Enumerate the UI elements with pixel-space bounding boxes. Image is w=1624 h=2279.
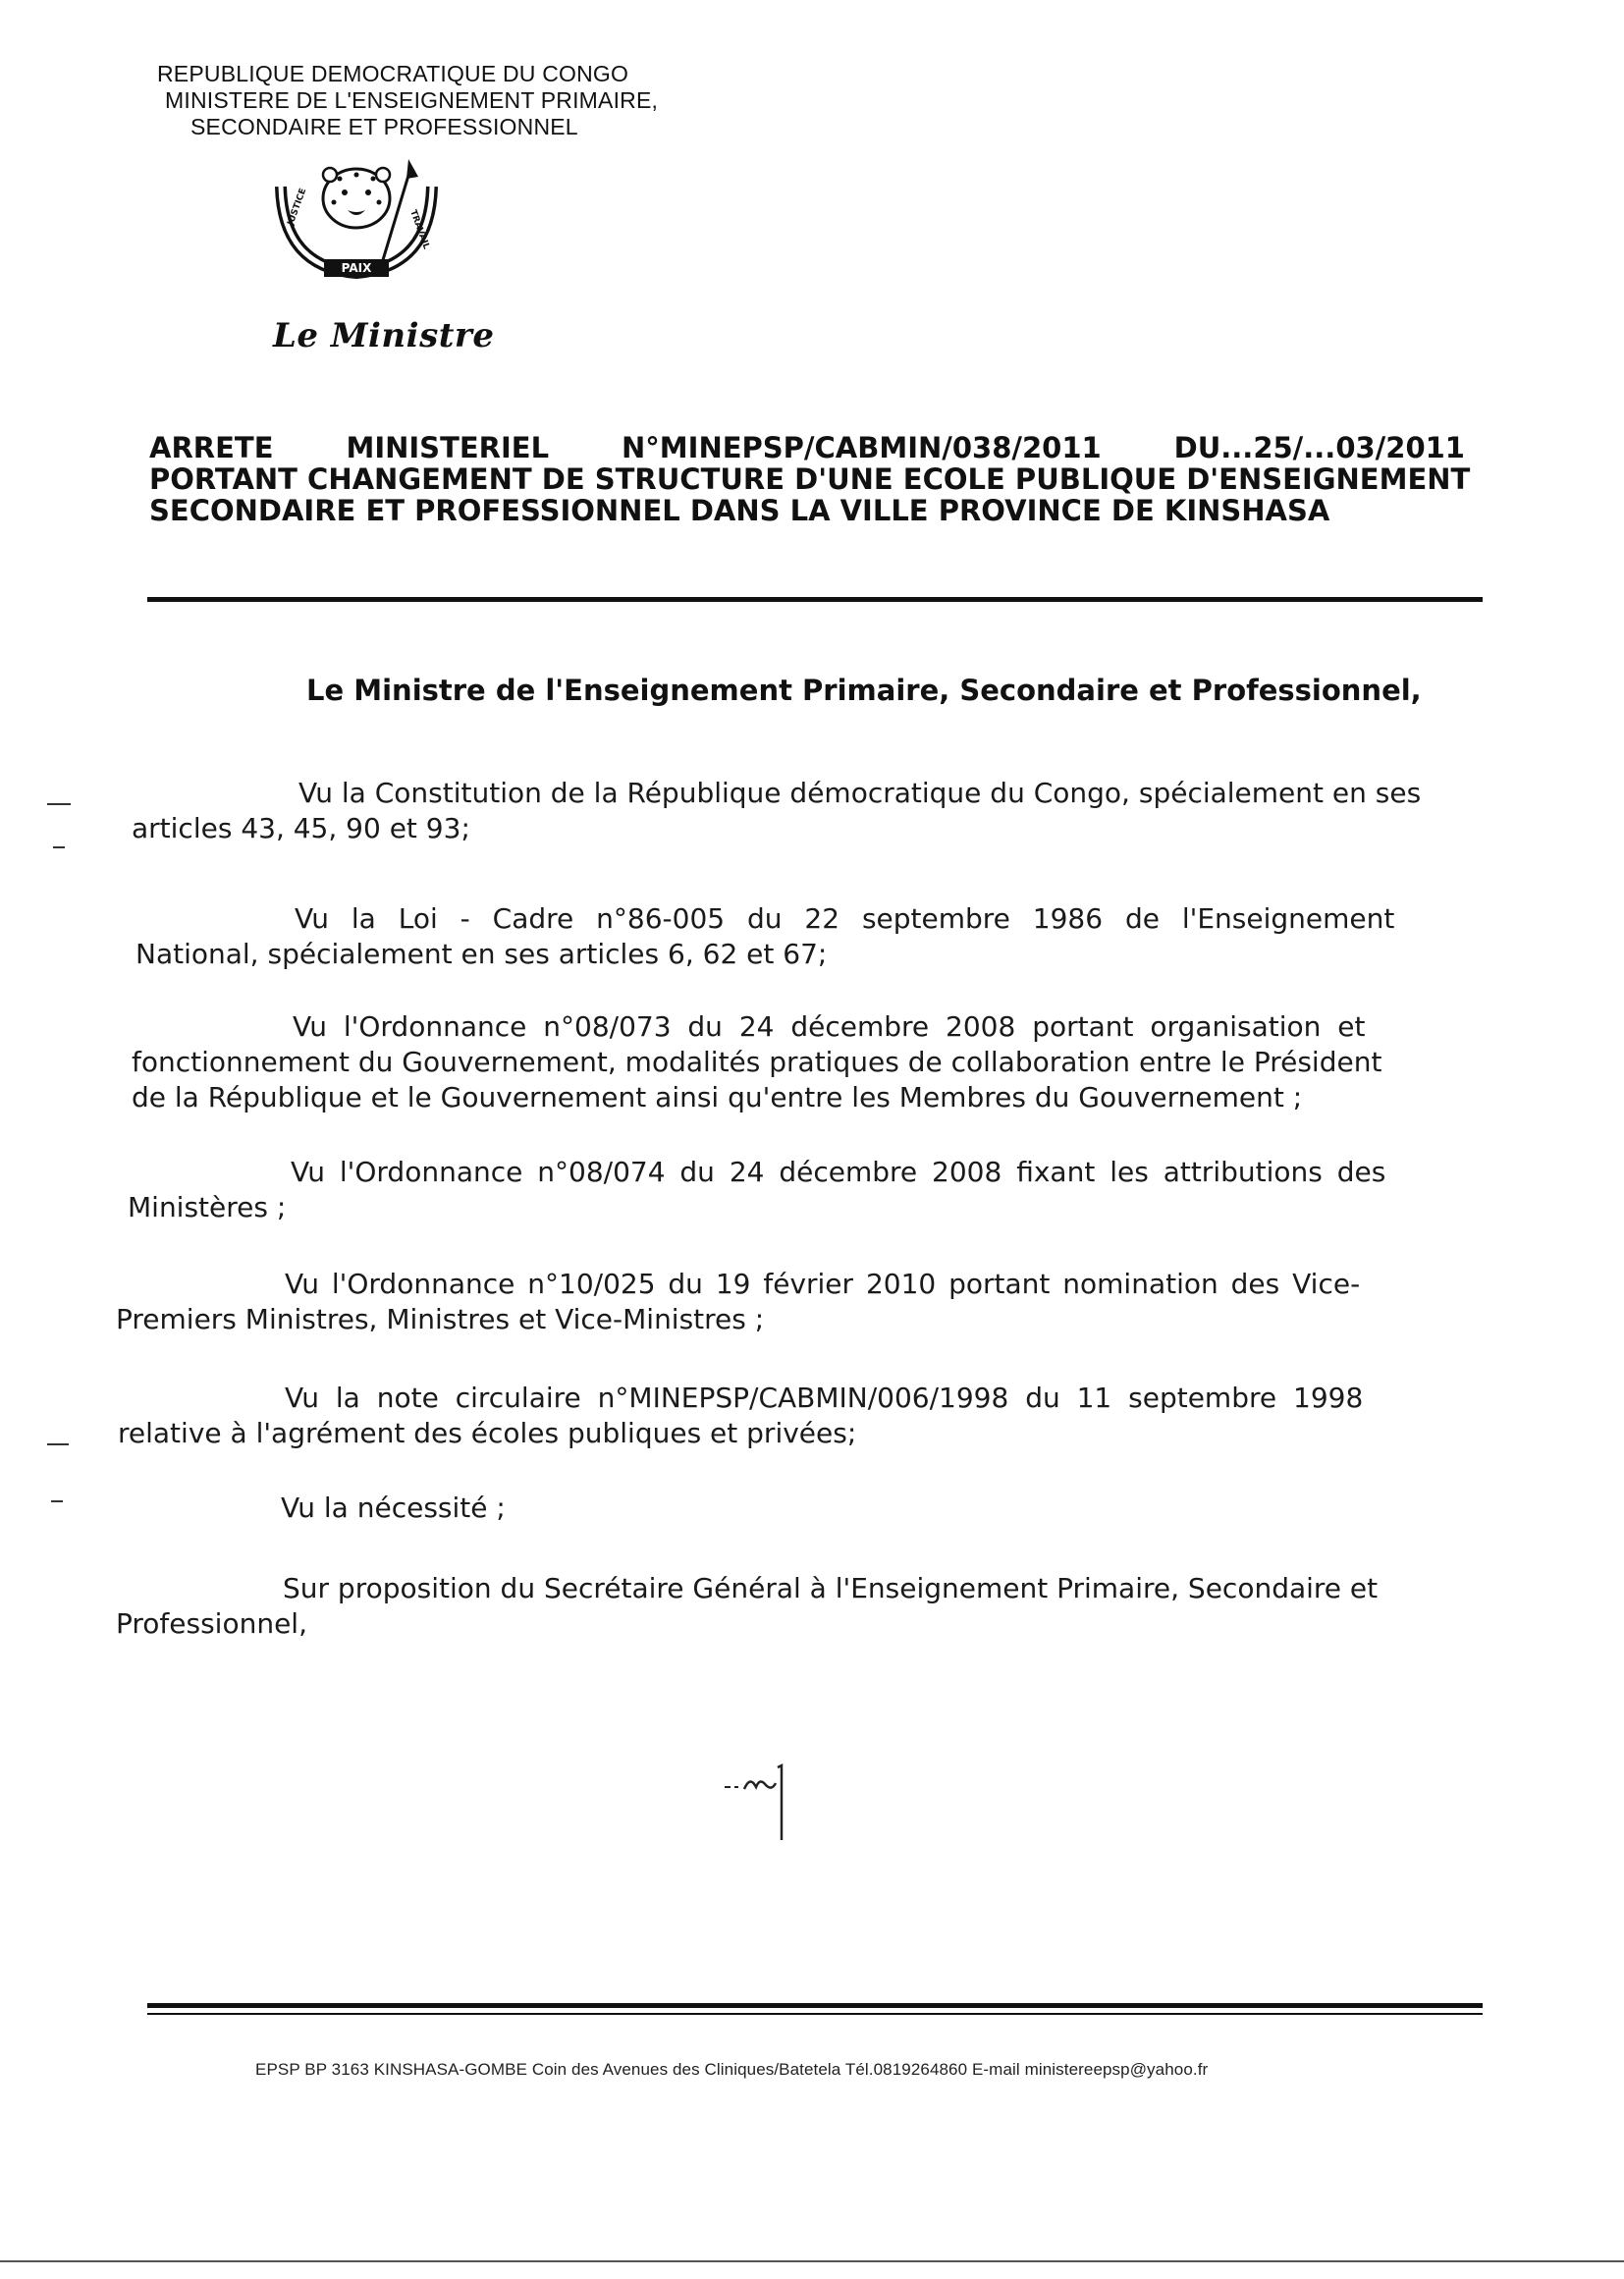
paragraph-line: Vu la note circulaire n°MINEPSP/CABMIN/006/1998 du 11 septembre 1998: [285, 1382, 1364, 1414]
paragraph-line: fonctionnement du Gouvernement, modalités pratiques de collaboration entre le Président: [132, 1046, 1382, 1078]
scan-artifact: [47, 803, 71, 805]
footer-divider: [147, 2003, 1483, 2008]
svg-text:PAIX: PAIX: [341, 261, 372, 275]
paragraph-line: relative à l'agrément des écoles publiques et privées;: [118, 1417, 857, 1449]
scan-artifact: [47, 1443, 69, 1445]
paragraph-line: Vu l'Ordonnance n°08/073 du 24 décembre 2008 portant organisation et: [293, 1010, 1366, 1043]
scan-artifact: [53, 846, 65, 848]
ministry-name-line1: MINISTERE DE L'ENSEIGNEMENT PRIMAIRE,: [165, 87, 659, 113]
paragraph-line: articles 43, 45, 90 et 93;: [132, 812, 470, 844]
consideration-ordonnance-08-073: [132, 1009, 1381, 1115]
minister-intro: Le Ministre de l'Enseignement Primaire, Secondaire et Professionnel,: [306, 674, 1422, 707]
consideration-proposition: [116, 1571, 1378, 1642]
consideration-loi-cadre: [135, 901, 1394, 972]
footer-divider-thin: [147, 2013, 1483, 2015]
paragraph-line: Vu la Loi - Cadre n°86-005 du 22 septembre 1986 de l'Enseignement: [295, 902, 1395, 935]
paragraph-line: Sur proposition du Secrétaire Général à l'Enseignement Primaire, Secondaire et: [283, 1572, 1379, 1604]
footer-contact: EPSP BP 3163 KINSHASA-GOMBE Coin des Avenues des Cliniques/Batetela Tél.0819264860 E-mail ministereepsp@yahoo.fr: [255, 2060, 1209, 2079]
consideration-note-circulaire: [118, 1381, 1363, 1451]
decree-title-line1: [149, 432, 1465, 463]
paragraph-line: de la République et le Gouvernement ainsi qu'entre les Membres du Gouvernement ;: [132, 1081, 1303, 1113]
paragraph-line: Vu l'Ordonnance n°10/025 du 19 février 2010 portant nomination des Vice-: [285, 1268, 1361, 1300]
paragraph-line: Professionnel,: [116, 1607, 307, 1640]
consideration-ordonnance-10-025: [116, 1267, 1360, 1337]
paragraph-line: Vu la Constitution de la République démocratique du Congo, spécialement en ses: [298, 777, 1422, 809]
consideration-ordonnance-08-074: [128, 1155, 1385, 1225]
scan-artifact: [51, 1500, 63, 1502]
decree-title-line2: PORTANT CHANGEMENT DE STRUCTURE D'UNE ECOLE PUBLIQUE D'ENSEIGNEMENT: [149, 462, 1471, 496]
ministry-name-line2: SECONDAIRE ET PROFESSIONNEL: [190, 114, 578, 139]
decree-date: DU...25/...03/2011: [1173, 431, 1465, 464]
decree-reference: N°MINEPSP/CABMIN/038/2011: [622, 431, 1102, 464]
paragraph-line: Vu la nécessité ;: [281, 1492, 506, 1524]
consideration-constitution: [132, 776, 1421, 846]
svg-text:JUSTICE: JUSTICE: [286, 187, 309, 228]
decree-title: [149, 432, 1475, 526]
title-word-ministeriel: MINISTERIEL: [346, 431, 550, 464]
paragraph-line: Vu l'Ordonnance n°08/074 du 24 décembre 2008 fixant les attributions des: [291, 1156, 1386, 1188]
handwritten-page-mark-icon: [717, 1758, 805, 1846]
paragraph-line: Premiers Ministres, Ministres et Vice-Ministres ;: [116, 1303, 765, 1335]
decree-title-line3: SECONDAIRE ET PROFESSIONNEL DANS LA VILLE PROVINCE DE KINSHASA: [149, 494, 1330, 527]
paragraph-line: Ministères ;: [128, 1191, 287, 1223]
country-name: REPUBLIQUE DEMOCRATIQUE DU CONGO: [157, 61, 629, 86]
paragraph-line: National, spécialement en ses articles 6, 62 et 67;: [135, 938, 828, 970]
scan-edge-line: [0, 2260, 1624, 2262]
coat-of-arms-icon: [263, 157, 450, 295]
minister-title: Le Ministre: [273, 316, 495, 355]
title-word-arrete: ARRETE: [149, 431, 274, 464]
svg-text:TRAVAIL: TRAVAIL: [407, 208, 431, 251]
letterhead: [157, 61, 707, 140]
title-divider: [147, 597, 1483, 602]
consideration-necessite: [281, 1491, 506, 1526]
